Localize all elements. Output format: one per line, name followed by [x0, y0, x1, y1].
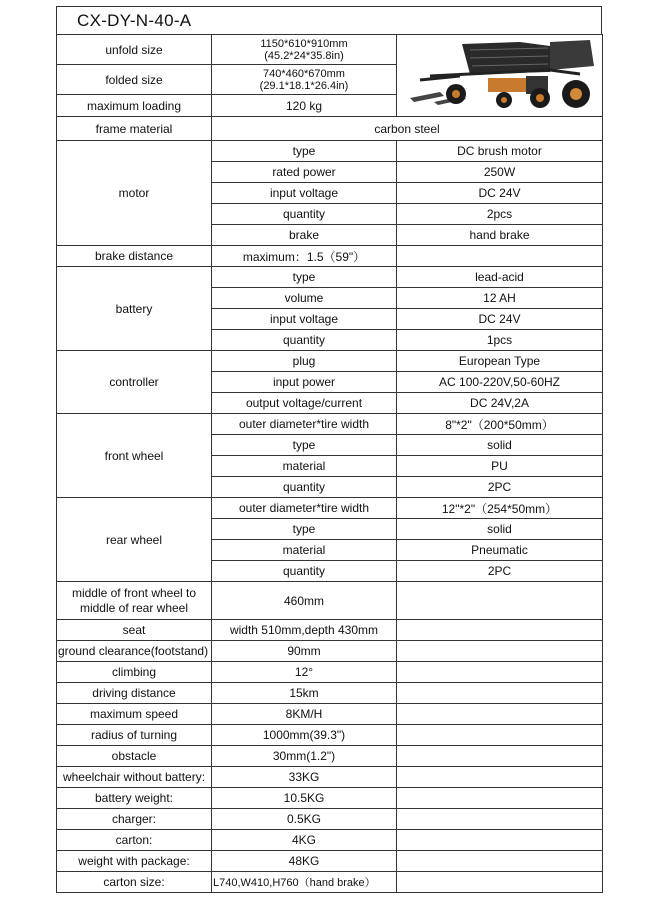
- sub-value: Pneumatic: [397, 540, 603, 561]
- motor-group: [57, 141, 603, 246]
- spec-value: [212, 35, 397, 65]
- folded-wheelchair-image: [400, 36, 600, 112]
- model-title: CX-DY-N-40-A: [56, 6, 602, 34]
- sub-key: output voltage/current: [212, 393, 397, 414]
- spec-label: middle of front wheel to middle of rear wheel: [57, 582, 212, 620]
- spec-label: unfold size: [57, 35, 212, 65]
- sub-value: PU: [397, 456, 603, 477]
- sub-key: plug: [212, 351, 397, 372]
- sub-value: DC 24V,2A: [397, 393, 603, 414]
- spec-label: carton size:: [57, 872, 212, 893]
- empty-cell: [397, 746, 603, 767]
- table-row: [57, 851, 603, 872]
- spec-value: 0.5KG: [212, 809, 397, 830]
- spec-value: 4KG: [212, 830, 397, 851]
- sub-value: lead-acid: [397, 267, 603, 288]
- sub-key: brake: [212, 225, 397, 246]
- empty-cell: [397, 809, 603, 830]
- sub-value: 2PC: [397, 477, 603, 498]
- table-row: [57, 35, 603, 65]
- table-row: [57, 641, 603, 662]
- sub-key: material: [212, 456, 397, 477]
- table-row: [57, 117, 603, 141]
- spec-label: maximum loading: [57, 95, 212, 117]
- table-row: [57, 788, 603, 809]
- sub-key: volume: [212, 288, 397, 309]
- empty-cell: [397, 683, 603, 704]
- sub-value: DC 24V: [397, 183, 603, 204]
- spec-label: battery weight:: [57, 788, 212, 809]
- spec-table: [56, 34, 603, 893]
- table-row: [57, 351, 603, 372]
- spec-list: [57, 620, 603, 893]
- spec-label: folded size: [57, 65, 212, 95]
- table-row: [57, 830, 603, 851]
- spec-value-in: (29.1*18.1*26.4in): [259, 79, 349, 92]
- empty-cell: [397, 662, 603, 683]
- empty-cell: [397, 725, 603, 746]
- spec-value: L740,W410,H760（hand brake）: [212, 872, 397, 893]
- sub-key: quantity: [212, 330, 397, 351]
- spec-value: 48KG: [212, 851, 397, 872]
- spec-label: obstacle: [57, 746, 212, 767]
- sub-key: quantity: [212, 204, 397, 225]
- spec-value: carbon steel: [212, 117, 603, 141]
- spec-label: wheelchair without battery:: [57, 767, 212, 788]
- sub-key: rated power: [212, 162, 397, 183]
- table-row: [57, 746, 603, 767]
- sub-key: input voltage: [212, 309, 397, 330]
- empty-cell: [397, 704, 603, 725]
- spec-value: maximum：1.5（59"）: [212, 246, 397, 267]
- table-row: [57, 767, 603, 788]
- spec-label: carton:: [57, 830, 212, 851]
- sub-value: AC 100-220V,50-60HZ: [397, 372, 603, 393]
- spec-value: 1000mm(39.3"): [212, 725, 397, 746]
- spec-label: seat: [57, 620, 212, 641]
- rear-wheel-group: [57, 498, 603, 582]
- spec-label: charger:: [57, 809, 212, 830]
- sub-key: quantity: [212, 477, 397, 498]
- table-row: [57, 498, 603, 519]
- sub-value: 250W: [397, 162, 603, 183]
- sub-key: quantity: [212, 561, 397, 582]
- spec-value: 460mm: [212, 582, 397, 620]
- controller-group: [57, 351, 603, 414]
- sub-key: type: [212, 141, 397, 162]
- sub-value: 12 AH: [397, 288, 603, 309]
- group-label: front wheel: [57, 414, 212, 498]
- spec-label: ground clearance(footstand): [57, 641, 212, 662]
- spec-label: maximum speed: [57, 704, 212, 725]
- wheelchair-photo: [397, 35, 603, 117]
- group-label: motor: [57, 141, 212, 246]
- sub-value: DC brush motor: [397, 141, 603, 162]
- group-label: battery: [57, 267, 212, 351]
- sub-value: DC 24V: [397, 309, 603, 330]
- spec-label: weight with package:: [57, 851, 212, 872]
- table-row: [57, 662, 603, 683]
- table-row: [57, 725, 603, 746]
- empty-cell: [397, 788, 603, 809]
- spec-value: 120 kg: [212, 95, 397, 117]
- spec-value: 10.5KG: [212, 788, 397, 809]
- sub-value: European Type: [397, 351, 603, 372]
- spec-sheet: [56, 6, 602, 893]
- spec-value: 15km: [212, 683, 397, 704]
- sub-value: solid: [397, 519, 603, 540]
- spec-value: 90mm: [212, 641, 397, 662]
- table-row: [57, 704, 603, 725]
- table-row: [57, 872, 603, 893]
- sub-key: type: [212, 267, 397, 288]
- sub-value: 12"*2"（254*50mm）: [397, 498, 603, 519]
- spec-label: driving distance: [57, 683, 212, 704]
- empty-cell: [397, 620, 603, 641]
- spec-value: 33KG: [212, 767, 397, 788]
- front-wheel-group: [57, 414, 603, 498]
- sub-key: material: [212, 540, 397, 561]
- sub-key: input voltage: [212, 183, 397, 204]
- battery-group: [57, 267, 603, 351]
- spec-value: [212, 65, 397, 95]
- table-row: [57, 582, 603, 620]
- empty-cell: [397, 851, 603, 872]
- table-row: [57, 414, 603, 435]
- table-row: [57, 141, 603, 162]
- sub-value: solid: [397, 435, 603, 456]
- sub-key: type: [212, 519, 397, 540]
- sub-key: type: [212, 435, 397, 456]
- spec-value-in: (45.2*24*35.8in): [264, 49, 344, 62]
- empty-cell: [397, 641, 603, 662]
- spec-value-mm: 740*460*670mm: [263, 67, 345, 80]
- table-row: [57, 267, 603, 288]
- table-row: [57, 683, 603, 704]
- sub-value: 2PC: [397, 561, 603, 582]
- spec-value: 12°: [212, 662, 397, 683]
- spec-label: brake distance: [57, 246, 212, 267]
- empty-cell: [397, 872, 603, 893]
- table-row: [57, 809, 603, 830]
- table-row: [57, 246, 603, 267]
- spec-label: radius of turning: [57, 725, 212, 746]
- sub-value: 1pcs: [397, 330, 603, 351]
- spec-value: 8KM/H: [212, 704, 397, 725]
- spec-label: climbing: [57, 662, 212, 683]
- table-row: [57, 620, 603, 641]
- empty-cell: [397, 582, 603, 620]
- spec-value-mm: 1150*610*910mm: [260, 37, 348, 50]
- sub-key: input power: [212, 372, 397, 393]
- sub-key: outer diameter*tire width: [212, 498, 397, 519]
- group-label: controller: [57, 351, 212, 414]
- spec-value: 30mm(1.2"): [212, 746, 397, 767]
- sub-key: outer diameter*tire width: [212, 414, 397, 435]
- sub-value: hand brake: [397, 225, 603, 246]
- group-label: rear wheel: [57, 498, 212, 582]
- sub-value: 2pcs: [397, 204, 603, 225]
- spec-value: width 510mm,depth 430mm: [212, 620, 397, 641]
- sub-value: 8"*2"（200*50mm）: [397, 414, 603, 435]
- empty-cell: [397, 767, 603, 788]
- spec-label: frame material: [57, 117, 212, 141]
- empty-cell: [397, 830, 603, 851]
- empty-cell: [397, 246, 603, 267]
